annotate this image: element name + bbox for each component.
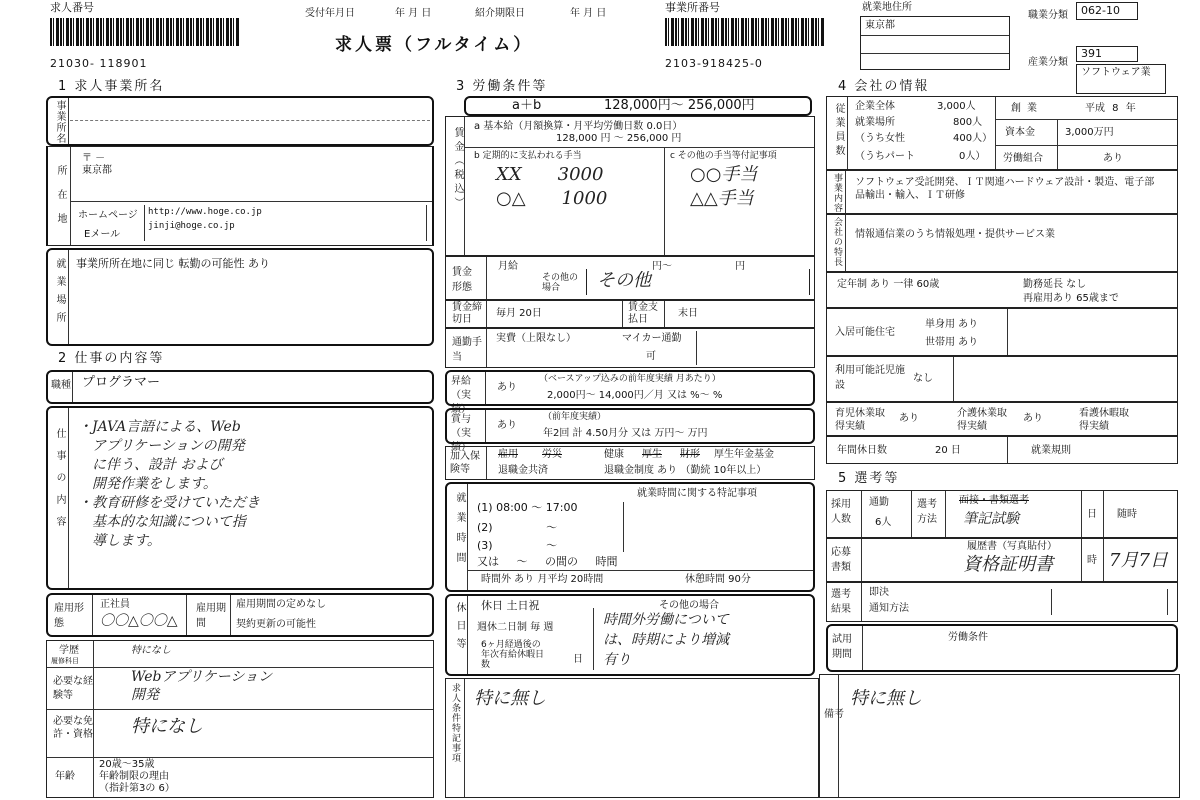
trial-period-label: 試用期間 [832,634,852,660]
address-label: 所在地 [55,165,66,237]
business-content-1: ソフトウェア受託開発、ＩＴ関連ハードウェア設計・製造、電子部 [855,177,1155,188]
ab-value: 128,000円～ 256,000円 [604,98,755,113]
closing-label: 賃金締切日 [452,302,482,325]
trial-conditions-label: 労働条件 [948,632,988,643]
insurance-retire: 退職金共済 [498,465,548,476]
payday-value: 末日 [678,308,698,319]
commute-box [445,328,815,368]
insurance-koyo: 雇用 [498,449,518,460]
occupation-box [1076,2,1138,20]
insurance-retire-system: 退職金制度 あり （勤続 10年以上） [604,465,767,476]
nursing-leave-label: 介護休業取得実績 [957,408,1007,432]
bonus-value: あり [497,420,517,431]
work-extension: 勤務延長 なし [1023,279,1087,290]
hours-note-label: 就業時間に関する特記事項 [637,488,757,499]
work-place-label: 就業場所 [54,258,65,330]
office-number: 2103-918425-0 [665,57,763,70]
renewal-value: 契約更新の可能性 [236,619,316,630]
capital-label: 資本金 [1005,127,1035,138]
annual-holidays-value: 20 日 [935,445,961,456]
emp-part-value: 0人） [959,151,986,162]
wage-form-label: 賃金形態 [452,267,472,293]
raise-amount: 2,000円～ 14,000円／月 又は %～ % [547,390,723,401]
nursing-leave-value: あり [1023,413,1043,424]
apply-docs-label: 応募書類 [831,547,851,573]
employees-label: 従業員数 [833,103,844,159]
childcare-box [826,356,1178,402]
industry-label: 産業分類 [1028,57,1068,68]
raise-box [445,370,815,415]
remarks-box [819,674,1180,798]
job-content-box [46,406,434,590]
leave-box [826,402,1178,436]
ab-label: a＋b [512,98,542,113]
bonus-note: （前年度実績） [543,412,607,422]
referral-deadline-value: 年 月 日 [570,8,607,19]
business-content-box [826,170,1178,214]
license-value: 特になし [131,716,203,737]
payday-label: 賃金支払日 [628,302,658,325]
housing-family: 世帯用 あり [925,337,979,348]
ab-total-box [464,96,812,116]
homepage-label: ホームページ [78,210,138,221]
insurance-kenko: 健康 [604,449,624,460]
period-value: 雇用期間の定めなし [236,599,326,610]
company-feature-label: 会社の特長 [832,217,842,267]
mycar-label: マイカー通勤 [622,333,682,344]
other-case-label: その他の場合 [542,273,579,294]
retirement-age: 定年制 あり 一律 60歳 [837,279,940,290]
hire-count-label: 採用人数 [831,499,851,525]
remarks-label: 備考 [824,709,844,720]
rehire: 再雇用あり 65歳まで [1023,293,1119,304]
bonus-label: 賞与（実績） [451,414,471,453]
email-link[interactable]: jinji@hoge.co.jp [148,221,235,231]
job-type-label: 職種 [51,380,71,391]
business-name-label: 事業所名 [54,100,65,144]
bonus-amount: 年2回 計 4.50月分 又は 万円～ 万円 [543,428,708,439]
office-number-barcode [665,18,825,46]
occupation-code: 062-10 [1081,4,1120,17]
job-number: 21030- 118901 [50,57,148,70]
apply-docs-box [826,538,1178,582]
work-place-box [46,248,434,346]
employment-label: 雇用形態 [54,603,84,629]
housing-single: 単身用 あり [925,319,979,330]
other-case-box [586,269,810,295]
base-salary-label: a 基本給（月額換算・月平均労働日数 0.0日） [474,121,683,132]
mycar-value: 可 [646,351,656,362]
employment-handwriting: 〇〇△〇〇△ [100,613,178,629]
holiday-other-value-1: 時間外労働について [603,612,729,628]
job-number-barcode [50,18,240,46]
insurance-box [445,446,815,480]
resume-value: 履歴書（写真貼付） [967,541,1057,552]
section1-heading: 1 求人事業所名 [58,79,165,94]
emp-site-label: 就業場所 [855,117,895,128]
holiday-other-value-3: 有り [603,652,631,668]
received-date-value: 年 月 日 [395,8,432,19]
insurance-zaikei: 財形 [680,449,700,460]
childcare-label: 利用可能託児施設 [835,365,905,391]
hire-count-value: 6人 [875,517,892,528]
age-reason-value: （指針第3の 6） [99,783,175,794]
apply-docs-value: 資格証明書 [963,554,1053,575]
working-hours-box [445,482,815,592]
license-label: 必要な免許・資格 [53,716,93,740]
holiday-value: 休日 土日祝 [481,599,540,612]
founded-label: 創業 [1011,103,1043,114]
holiday-other-value-2: は、時期により増減 [603,632,729,648]
allowance-value-1: XX 3000 [496,164,604,185]
age-value: 20歳～35歳 [99,759,155,770]
emp-site-value: 800人 [953,117,983,128]
overtime-value: 時間外 あり 月平均 20時間 [481,574,604,585]
age-reason-label: 年齢制限の理由 [99,771,169,782]
email-label: Eメール [84,229,121,240]
office-number-label: 事業所番号 [665,1,720,14]
section3-heading: 3 労働条件等 [456,79,548,94]
section2-heading: 2 仕事の内容等 [58,351,165,366]
postal-code: 〒 － [82,153,106,164]
emp-women-value: 400人） [953,133,993,144]
insurance-label: 加入保険等 [450,451,480,475]
requirements-box [46,640,434,798]
job-type-box [46,370,434,404]
allowance-value-2: ○△ 1000 [496,188,608,209]
parental-leave-value: あり [899,413,919,424]
time-label: 時 [1087,555,1097,566]
remarks-value: 特に無し [850,688,922,709]
employment-box [46,593,434,637]
childcare-value: なし [913,373,933,384]
commute-value: 実費（上限なし） [496,333,576,344]
other-case-value: その他 [597,270,651,291]
time-value: 7月7日 [1109,550,1168,571]
notify-method-label: 通知方法 [869,603,909,614]
page-title: 求人票（フルタイム） [335,35,534,55]
experience-label: 必要な経験等 [53,676,93,701]
other-allowance-value-1: ○○手当 [690,164,758,185]
received-date-label: 受付年月日 [305,8,355,19]
insurance-kousei: 厚生 [642,449,662,460]
job-type-value: プログラマー [82,375,161,390]
other-allowance-label: c その他の手当等付記事項 [670,151,777,161]
sick-leave-label: 看護休暇取得実績 [1079,408,1129,432]
section4-heading: 4 会社の情報 [838,79,930,94]
selection-method-value: 筆記試験 [963,511,1019,527]
period-label: 雇用期間 [196,603,226,629]
paid-leave-label: 6ヶ月経過後の年次有給休暇日数 [481,640,545,670]
date-label: 日 [1087,509,1097,520]
wage-label: 賃金（税込） [452,127,463,211]
education-sub-label: 履修科目 [51,657,79,665]
homepage-link[interactable]: http://www.hoge.co.jp [148,207,262,217]
capital-value: 3,000万円 [1065,127,1114,138]
hours-3: (3) ～ [477,539,558,552]
selection-method-struck: 面接・書類選考 [959,495,1029,506]
office-location-label: 就業地住所 [862,2,912,13]
age-label: 年齢 [55,771,75,782]
raise-label: 昇給（実績） [451,376,471,415]
parental-leave-label: 育児休業取得実績 [835,408,885,432]
retirement-box [826,272,1178,308]
holiday-label: 休日等 [454,602,465,656]
selection-method-label: 選考方法 [917,499,937,525]
industry-name-box [1076,64,1166,94]
job-number-label: 求人番号 [50,1,94,14]
holiday-other-label: その他の場合 [659,600,719,611]
business-content-2: 品輸出・輸入、ＩＴ研修 [855,190,965,201]
date-value: 随時 [1117,509,1137,520]
special-conditions-box [445,678,819,798]
experience-value-2: 開発 [131,687,159,703]
closing-value: 毎月 20日 [496,308,542,319]
raise-value: あり [497,382,517,393]
job-content-text: ・JAVA言語による、Web アプリケーションの開発 に伴う、設計 および 開発作業をします。 ・教育研修を受けていただき 基本的な知識について指 導します。 [78,419,260,549]
trial-period-box [826,624,1178,672]
break-value: 休憩時間 90分 [685,574,751,585]
business-name-box [46,96,434,146]
experience-value-1: Webアプリケーション [131,669,273,685]
insurance-rosai: 労災 [542,449,562,460]
company-feature-value: 情報通信業のうち情報処理・提供サービス業 [855,229,1055,240]
emp-total-label: 企業全体 [855,101,895,112]
industry-code-box [1076,46,1138,62]
office-location-value: 東京都 [865,20,895,31]
annual-holidays-box [826,436,1178,464]
emp-part-label: （うちパート [855,151,915,162]
other-allowance-value-2: △△手当 [690,188,754,209]
special-conditions-value: 特に無し [474,688,546,709]
commute-label: 通勤手当 [452,337,482,363]
selection-result-value: 即決 [869,587,889,598]
office-location-box [860,16,1010,70]
annual-holidays-label: 年間休日数 [837,445,887,456]
monthly-range: 円～ 円 [652,261,746,272]
business-content-label: 事業内容 [832,173,842,213]
emp-women-label: （うち女性 [855,133,905,144]
selection-result-label: 選考結果 [831,589,851,615]
industry-name: ソフトウェア業 [1081,67,1151,78]
housing-box [826,308,1178,356]
employees-box [826,96,1178,170]
base-salary-value: 128,000 円 ～ 256,000 円 [556,133,682,144]
hours-or: 又は ～ の間の 時間 [477,555,618,568]
work-rules-label: 就業規則 [1031,445,1071,456]
hours-2: (2) ～ [477,521,558,534]
wage-box [445,116,815,256]
referral-deadline-label: 紹介期限日 [475,8,525,19]
address-value: 東京都 [82,165,112,176]
section5-heading: 5 選考等 [838,471,900,486]
employment-value: 正社員 [100,599,130,610]
union-value: あり [1103,153,1123,164]
hours-1: (1) 08:00 ～ 17:00 [477,501,578,514]
occupation-label: 職業分類 [1028,10,1068,21]
address-box [46,146,434,246]
bonus-box [445,408,815,453]
wage-form-box [445,256,815,300]
working-hours-label: 就業時間 [454,492,465,572]
work-place-value: 事業所所在地に同じ 転勤の可能性 あり [76,257,270,270]
industry-code: 391 [1081,47,1102,60]
allowance-label: b 定期的に支払われる手当 [474,151,582,161]
emp-total-value: 3,000人 [937,101,976,112]
weekly-2-value: 週休二日制 毎 週 [477,622,554,633]
job-content-label: 仕事の内容 [54,428,65,538]
education-value: 特になし [131,645,171,656]
special-conditions-label: 求人条件特記事項 [450,683,460,763]
raise-note: （ベースアップ込みの前年度実績 月あたり） [539,374,721,384]
hire-commute-label: 通勤 [869,497,889,508]
selection-result-box [826,582,1178,622]
closing-day-box [445,300,815,328]
insurance-nenkin: 厚生年金基金 [714,449,774,460]
union-label: 労働組合 [1003,153,1043,164]
education-label: 学歴 [59,645,79,656]
paid-leave-unit: 日 [573,654,583,665]
hiring-box [826,490,1178,538]
company-feature-box [826,214,1178,272]
monthly-value: 月給 [498,261,518,272]
housing-label: 入居可能住宅 [835,327,895,338]
founded-value: 平成 8 年 [1085,103,1136,114]
holiday-box [445,594,815,676]
